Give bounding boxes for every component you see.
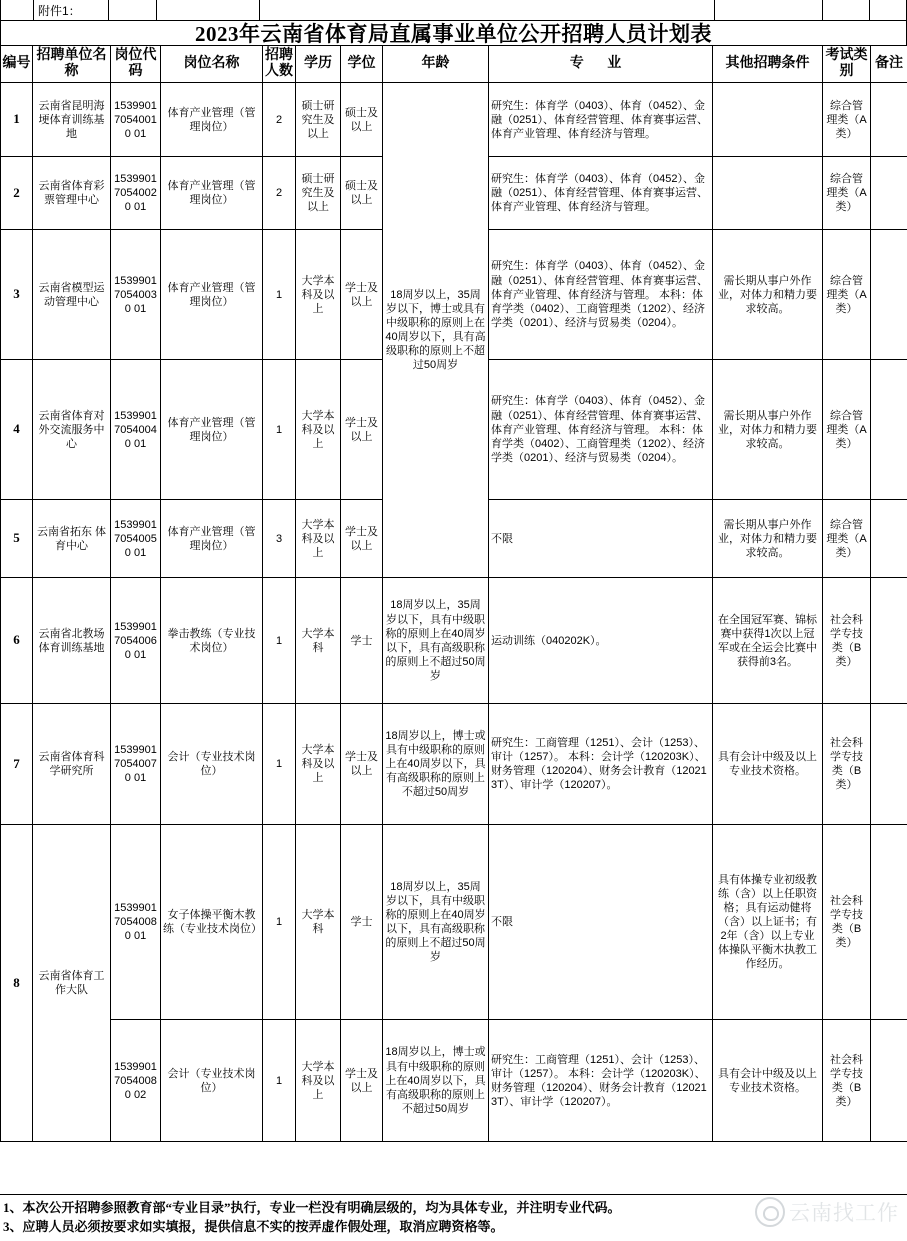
header-unit: 招聘单位名称 <box>33 46 111 83</box>
table-body <box>1 83 907 1142</box>
cell-other <box>713 157 823 230</box>
header-no: 编号 <box>1 46 33 83</box>
cell-education: 大学本科及以上 <box>296 500 341 578</box>
cell-code: 153990170540080 02 <box>111 1020 161 1142</box>
cell-note <box>871 500 907 578</box>
cell-education: 大学本科 <box>296 578 341 704</box>
cell-degree: 学士及以上 <box>341 1020 383 1142</box>
cell-count: 1 <box>263 360 296 500</box>
cell-exam: 社会科学专技类（B类） <box>823 825 871 1020</box>
cell-count: 1 <box>263 704 296 825</box>
cell-unit: 云南省体育彩票管理中心 <box>33 157 111 230</box>
footer-note-2: 3、应聘人员必须按要求如实填报，提供信息不实的按弄虚作假处理，取消应聘资格等。 <box>3 1219 504 1235</box>
cell-unit: 云南省模型运动管理中心 <box>33 230 111 360</box>
cell-exam: 社会科学专技类（B类） <box>823 578 871 704</box>
cell-post: 体育产业管理（管理岗位） <box>161 360 263 500</box>
cell-note <box>871 157 907 230</box>
cell-degree: 学士及以上 <box>341 360 383 500</box>
cell-degree: 学士及以上 <box>341 230 383 360</box>
cell-unit: 云南省体育对外交流服务中心 <box>33 360 111 500</box>
attachment-cell-blank <box>0 0 34 20</box>
cell-other: 具有会计中级及以上专业技术资格。 <box>713 704 823 825</box>
cell-degree: 学士及以上 <box>341 500 383 578</box>
cell-note <box>871 360 907 500</box>
cell-code: 153990170540070 01 <box>111 704 161 825</box>
header-exam: 考试类别 <box>823 46 871 83</box>
cell-code: 153990170540040 01 <box>111 360 161 500</box>
cell-unit: 云南省北教场 体育训练基地 <box>33 578 111 704</box>
header-degree: 学位 <box>341 46 383 83</box>
cell-degree: 学士及以上 <box>341 704 383 825</box>
cell-no: 6 <box>1 578 33 704</box>
cell-major: 研究生：体育学（0403）、体育（0452）、金融（0251）、体育经营管理、体育赛事运营、体育产业管理、体育经济与管理。 本科：体育学类（0402）、工商管理类（1202）、经济学类（0201）、经济与贸易类（0204）。 <box>489 230 713 360</box>
cell-code: 153990170540010 01 <box>111 83 161 157</box>
cell-exam: 综合管理类（A类） <box>823 230 871 360</box>
cell-note <box>871 230 907 360</box>
cell-exam: 社会科学专技类（B类） <box>823 1020 871 1142</box>
attachment-cell-blank-4 <box>157 0 260 20</box>
cell-code: 153990170540030 01 <box>111 230 161 360</box>
cell-other: 具有体操专业初级教练（含）以上任职资格；具有运动健将（含）以上证书；有2年（含）以上专业体操队平衡木执教工作经历。 <box>713 825 823 1020</box>
attachment-cell-blank-3 <box>109 0 157 20</box>
cell-post: 会计（专业技术岗位） <box>161 1020 263 1142</box>
cell-education: 硕士研究生及以上 <box>296 157 341 230</box>
cell-education: 大学本科 <box>296 825 341 1020</box>
cell-education: 大学本科及以上 <box>296 1020 341 1142</box>
cell-other: 需长期从事户外作业，对体力和精力要求较高。 <box>713 230 823 360</box>
cell-major: 不限 <box>489 825 713 1020</box>
cell-age: 18周岁以上，35周岁以下，具有中级职称的原则上在40周岁以下，具有高级职称的原则上不超过50周岁 <box>383 825 489 1020</box>
cell-major: 研究生：体育学（0403）、体育（0452）、金融（0251）、体育经营管理、体育赛事运营、体育产业管理、体育经济与管理。 <box>489 83 713 157</box>
table-row <box>1 83 907 157</box>
cell-note <box>871 825 907 1020</box>
cell-education: 大学本科及以上 <box>296 360 341 500</box>
cell-major: 研究生：工商管理（1251）、会计（1253）、审计（1257）。 本科：会计学（120203K）、财务管理（120204）、财务会计教育（120213T）、审计学（120207）。 <box>489 1020 713 1142</box>
cell-exam: 综合管理类（A类） <box>823 500 871 578</box>
cell-other: 需长期从事户外作业，对体力和精力要求较高。 <box>713 500 823 578</box>
cell-exam: 综合管理类（A类） <box>823 157 871 230</box>
cell-other <box>713 83 823 157</box>
cell-age: 18周岁以上，博士或具有中级职称的原则上在40周岁以下，具有高级职称的原则上不超过50周岁 <box>383 1020 489 1142</box>
cell-unit: 云南省体育工作大队 <box>33 825 111 1142</box>
table-row <box>1 825 907 1020</box>
header-count: 招聘人数 <box>263 46 296 83</box>
cell-no: 1 <box>1 83 33 157</box>
header-note: 备注 <box>871 46 907 83</box>
footer-note-1: 1、本次公开招聘参照教育部“专业目录”执行，专业一栏没有明确层级的，均为具体专业，并注明专业代码。 <box>3 1200 621 1216</box>
cell-other: 具有会计中级及以上专业技术资格。 <box>713 1020 823 1142</box>
cell-count: 3 <box>263 500 296 578</box>
cell-degree: 硕士及以上 <box>341 83 383 157</box>
cell-age: 18周岁以上，35周岁以下，博士或具有中级职称的原则上在40周岁以下，具有高级职称的原则上不超过50周岁 <box>383 83 489 578</box>
cell-post: 体育产业管理（管理岗位） <box>161 157 263 230</box>
cell-education: 大学本科及以上 <box>296 230 341 360</box>
cell-note <box>871 704 907 825</box>
cell-code: 153990170540050 01 <box>111 500 161 578</box>
cell-count: 1 <box>263 230 296 360</box>
cell-post: 体育产业管理（管理岗位） <box>161 500 263 578</box>
cell-post: 女子体操平衡木教练（专业技术岗位） <box>161 825 263 1020</box>
cell-age: 18周岁以上，35周岁以下，具有中级职称的原则上在40周岁以下，具有高级职称的原则上不超过50周岁 <box>383 578 489 704</box>
cell-count: 2 <box>263 157 296 230</box>
watermark-text: 云南找工作 <box>789 1202 899 1226</box>
cell-exam: 社会科学专技类（B类） <box>823 704 871 825</box>
table-row <box>1 704 907 825</box>
cell-code: 153990170540060 01 <box>111 578 161 704</box>
header-post: 岗位名称 <box>161 46 263 83</box>
cell-degree: 学士 <box>341 578 383 704</box>
cell-no: 8 <box>1 825 33 1142</box>
cell-note <box>871 1020 907 1142</box>
table-row <box>1 578 907 704</box>
cell-other: 在全国冠军赛、锦标赛中获得1次以上冠军或在全运会比赛中获得前3名。 <box>713 578 823 704</box>
title-row <box>0 21 907 45</box>
cell-major: 不限 <box>489 500 713 578</box>
header-major: 专 业 <box>489 46 713 83</box>
attachment-label: 附件1： <box>34 0 109 20</box>
cell-degree: 学士 <box>341 825 383 1020</box>
table-row <box>1 1020 907 1142</box>
cell-code: 153990170540080 01 <box>111 825 161 1020</box>
cell-count: 1 <box>263 578 296 704</box>
cell-major: 运动训练（040202K）。 <box>489 578 713 704</box>
attachment-cell-blank-7 <box>823 0 870 20</box>
cell-other: 需长期从事户外作业，对体力和精力要求较高。 <box>713 360 823 500</box>
cell-education: 硕士研究生及以上 <box>296 83 341 157</box>
header-code: 岗位代码 <box>111 46 161 83</box>
cell-unit: 云南省拓东 体育中心 <box>33 500 111 578</box>
cell-no: 3 <box>1 230 33 360</box>
cell-unit: 云南省昆明海埂体育训练基地 <box>33 83 111 157</box>
cell-major: 研究生：体育学（0403）、体育（0452）、金融（0251）、体育经营管理、体育赛事运营、体育产业管理、体育经济与管理。 <box>489 157 713 230</box>
cell-unit: 云南省体育科学研究所 <box>33 704 111 825</box>
cell-count: 2 <box>263 83 296 157</box>
recruitment-plan-table <box>0 45 907 1142</box>
cell-note <box>871 578 907 704</box>
cell-post: 体育产业管理（管理岗位） <box>161 83 263 157</box>
cell-age: 18周岁以上，博士或具有中级职称的原则上在40周岁以下，具有高级职称的原则上不超过50周岁 <box>383 704 489 825</box>
page-title: 2023年云南省体育局直属事业单位公开招聘人员计划表 <box>195 22 712 46</box>
cell-major: 研究生：体育学（0403）、体育（0452）、金融（0251）、体育经营管理、体育赛事运营、体育产业管理、体育经济与管理。 本科：体育学类（0402）、工商管理类（1202）、经济学类（0201）、经济与贸易类（0204）。 <box>489 360 713 500</box>
header-education: 学历 <box>296 46 341 83</box>
cell-post: 会计（专业技术岗位） <box>161 704 263 825</box>
header-age: 年龄 <box>383 46 489 83</box>
cell-no: 4 <box>1 360 33 500</box>
cell-post: 体育产业管理（管理岗位） <box>161 230 263 360</box>
cell-no: 7 <box>1 704 33 825</box>
cell-note <box>871 83 907 157</box>
cell-count: 1 <box>263 825 296 1020</box>
cell-code: 153990170540020 01 <box>111 157 161 230</box>
table-header-row <box>1 46 907 83</box>
cell-post: 拳击教练（专业技术岗位） <box>161 578 263 704</box>
header-other: 其他招聘条件 <box>713 46 823 83</box>
footer-notes <box>0 1194 907 1241</box>
cell-degree: 硕士及以上 <box>341 157 383 230</box>
cell-no: 5 <box>1 500 33 578</box>
cell-count: 1 <box>263 1020 296 1142</box>
attachment-cell-blank-6 <box>715 0 823 20</box>
cell-education: 大学本科及以上 <box>296 704 341 825</box>
attachment-cell-blank-5 <box>260 0 715 20</box>
cell-no: 2 <box>1 157 33 230</box>
cell-exam: 综合管理类（A类） <box>823 360 871 500</box>
cell-major: 研究生：工商管理（1251）、会计（1253）、审计（1257）。 本科：会计学（120203K）、财务管理（120204）、财务会计教育（120213T）、审计学（120207）。 <box>489 704 713 825</box>
attachment-cell-blank-8 <box>870 0 907 20</box>
cell-exam: 综合管理类（A类） <box>823 83 871 157</box>
